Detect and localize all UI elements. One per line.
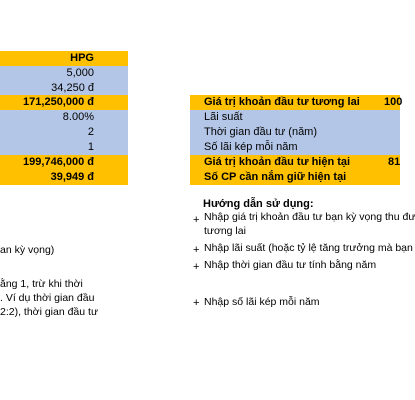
price-value-cell[interactable]: 34,250 đ [0, 81, 128, 95]
present-value-right-cell[interactable]: 81 [382, 155, 400, 170]
plus-icon: + [193, 214, 200, 226]
investment-years-right-cell[interactable] [382, 125, 400, 140]
present-value-label: Giá trị khoản đầu tư hiện tại [190, 155, 382, 170]
plus-icon: + [193, 297, 200, 309]
interest-rate-cell[interactable]: 8.00% [0, 110, 128, 125]
guide-item-1-line1: Nhập giá trị khoản đầu tư bạn kỳ vọng thu đư [204, 211, 415, 223]
future-value-cell[interactable]: 171,250,000 đ [0, 95, 128, 110]
shares-needed-right-cell[interactable] [382, 170, 400, 185]
investment-years-label: Thời gian đầu tư (năm) [190, 125, 382, 140]
compound-periods-cell[interactable]: 1 [0, 140, 128, 155]
guide-item-4: Nhập số lãi kép mỗi năm [204, 296, 320, 308]
guide-item-3: Nhập thời gian đầu tư tính bằng năm [204, 259, 377, 271]
present-value-cell[interactable]: 199,746,000 đ [0, 155, 128, 170]
plus-icon: + [193, 261, 200, 273]
compound-periods-label: Số lãi kép mỗi năm [190, 140, 382, 155]
column-header-hpg[interactable]: HPG [0, 51, 128, 66]
interest-rate-label: Lãi suất [190, 110, 382, 125]
left-note-line: . Ví dụ thời gian đầu [0, 292, 95, 304]
left-note-line: ằng 1, trừ khi thời [0, 278, 83, 290]
compound-periods-right-cell[interactable] [382, 140, 400, 155]
guide-item-1-line2: tương lai [204, 225, 246, 237]
guide-item-2: Nhập lãi suất (hoặc tỷ lệ tăng trưởng mà bạn [204, 242, 413, 254]
left-note-line: 2:2), thời gian đầu tư [0, 306, 98, 318]
shares-needed-cell[interactable]: 39,949 đ [0, 170, 128, 185]
investment-years-cell[interactable]: 2 [0, 125, 128, 140]
guide-title: Hướng dẫn sử dụng: [203, 198, 314, 210]
plus-icon: + [193, 244, 200, 256]
shares-value-cell[interactable]: 5,000 [0, 66, 128, 81]
left-note-1: an kỳ vọng) [0, 244, 55, 256]
shares-needed-label: Số CP cần nắm giữ hiện tại [190, 170, 382, 185]
future-value-right-cell[interactable]: 100 [384, 96, 403, 108]
future-value-label: Giá trị khoản đầu tư tương lai [190, 95, 382, 110]
interest-rate-right-cell[interactable] [382, 110, 400, 125]
